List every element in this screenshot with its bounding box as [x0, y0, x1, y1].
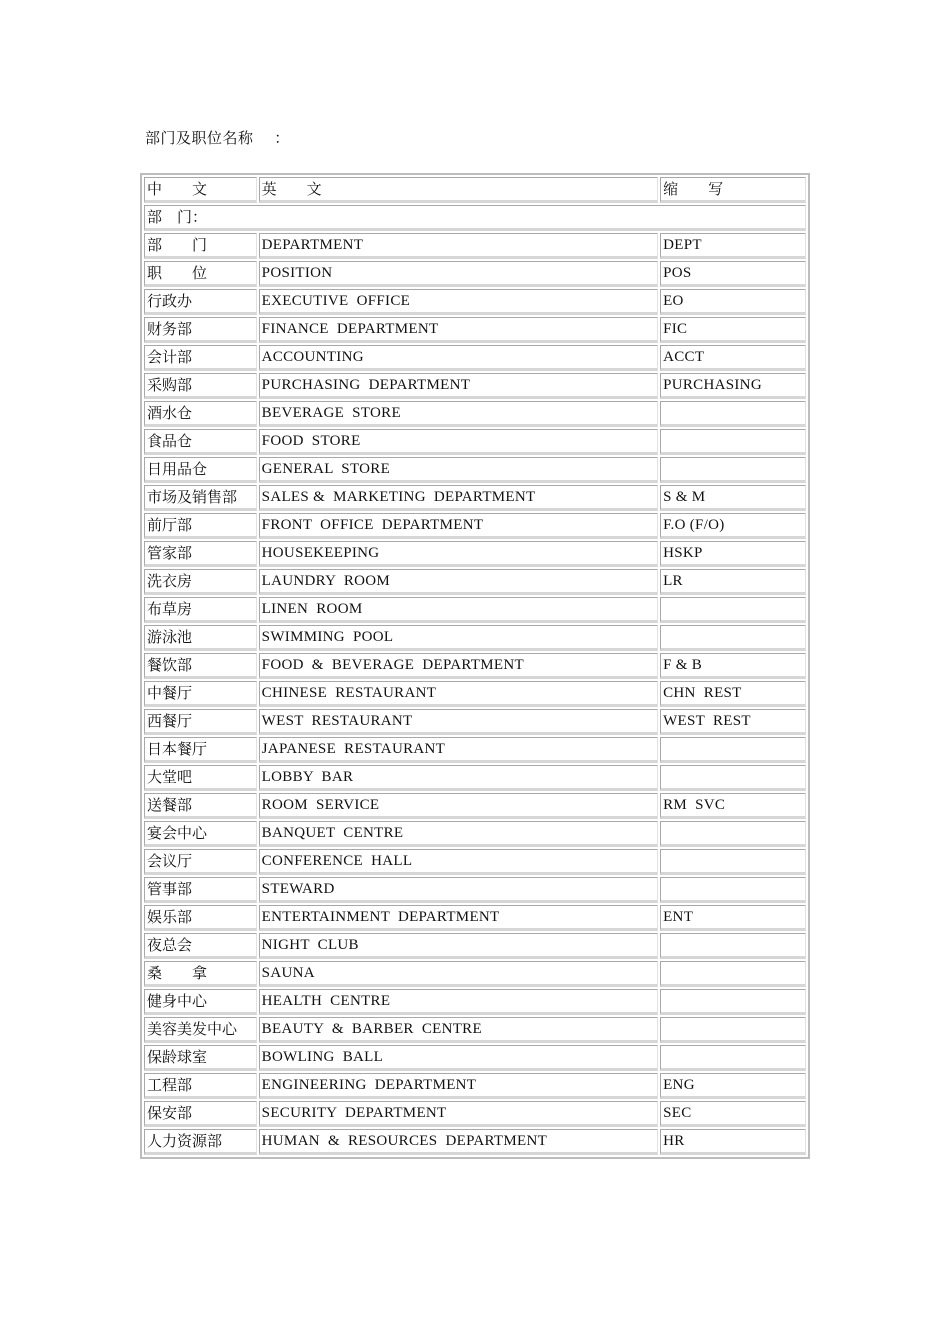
table-row	[144, 401, 806, 427]
cell-abbreviation	[660, 1017, 806, 1043]
cell-abbreviation: FIC	[660, 317, 806, 343]
cell-english: LAUNDRY ROOM	[259, 569, 658, 595]
cell-english: BEVERAGE STORE	[259, 401, 658, 427]
cell-chinese: 职 位	[144, 261, 257, 287]
table-row	[144, 933, 806, 959]
cell-english: ACCOUNTING	[259, 345, 658, 371]
cell-abbreviation	[660, 457, 806, 483]
table-row	[144, 737, 806, 763]
cell-chinese: 日用品仓	[144, 457, 257, 483]
cell-english: SALES & MARKETING DEPARTMENT	[259, 485, 658, 511]
cell-abbreviation: RM SVC	[660, 793, 806, 819]
cell-abbreviation: POS	[660, 261, 806, 287]
cell-chinese: 美容美发中心	[144, 1017, 257, 1043]
cell-english: STEWARD	[259, 877, 658, 903]
header-english: 英 文	[259, 177, 658, 203]
cell-abbreviation: LR	[660, 569, 806, 595]
table-row	[144, 765, 806, 791]
cell-chinese: 采购部	[144, 373, 257, 399]
table-row	[144, 849, 806, 875]
header-abbreviation: 缩 写	[660, 177, 806, 203]
cell-abbreviation	[660, 429, 806, 455]
cell-english: PURCHASING DEPARTMENT	[259, 373, 658, 399]
cell-chinese: 保安部	[144, 1101, 257, 1127]
cell-chinese: 行政办	[144, 289, 257, 315]
cell-english: ENGINEERING DEPARTMENT	[259, 1073, 658, 1099]
cell-chinese: 前厅部	[144, 513, 257, 539]
cell-abbreviation: WEST REST	[660, 709, 806, 735]
cell-abbreviation: ENG	[660, 1073, 806, 1099]
cell-chinese: 食品仓	[144, 429, 257, 455]
cell-abbreviation: HSKP	[660, 541, 806, 567]
department-table	[140, 173, 810, 1159]
cell-abbreviation	[660, 1045, 806, 1071]
table-row	[144, 541, 806, 567]
table-row	[144, 905, 806, 931]
table-row	[144, 317, 806, 343]
cell-chinese: 部 门	[144, 233, 257, 259]
cell-chinese: 大堂吧	[144, 765, 257, 791]
table-row	[144, 625, 806, 651]
table-row	[144, 289, 806, 315]
table-row	[144, 1017, 806, 1043]
cell-abbreviation	[660, 821, 806, 847]
cell-english: JAPANESE RESTAURANT	[259, 737, 658, 763]
cell-english: BEAUTY & BARBER CENTRE	[259, 1017, 658, 1043]
table-row	[144, 821, 806, 847]
cell-abbreviation	[660, 849, 806, 875]
cell-english: FRONT OFFICE DEPARTMENT	[259, 513, 658, 539]
cell-chinese: 酒水仓	[144, 401, 257, 427]
cell-chinese: 西餐厅	[144, 709, 257, 735]
cell-chinese: 餐饮部	[144, 653, 257, 679]
cell-english: HOUSEKEEPING	[259, 541, 658, 567]
cell-chinese: 工程部	[144, 1073, 257, 1099]
cell-chinese: 日本餐厅	[144, 737, 257, 763]
table-row	[144, 373, 806, 399]
cell-english: LINEN ROOM	[259, 597, 658, 623]
table-body	[144, 177, 806, 1155]
header-chinese: 中 文	[144, 177, 257, 203]
cell-chinese: 财务部	[144, 317, 257, 343]
table-row	[144, 345, 806, 371]
table-header-row	[144, 177, 806, 203]
table-row	[144, 233, 806, 259]
cell-abbreviation	[660, 961, 806, 987]
cell-chinese: 桑 拿	[144, 961, 257, 987]
table-row	[144, 1073, 806, 1099]
cell-chinese: 游泳池	[144, 625, 257, 651]
cell-english: GENERAL STORE	[259, 457, 658, 483]
table-row	[144, 1129, 806, 1155]
cell-abbreviation: PURCHASING	[660, 373, 806, 399]
cell-chinese: 娱乐部	[144, 905, 257, 931]
cell-english: BANQUET CENTRE	[259, 821, 658, 847]
cell-english: HUMAN & RESOURCES DEPARTMENT	[259, 1129, 658, 1155]
cell-chinese: 会计部	[144, 345, 257, 371]
table-row	[144, 597, 806, 623]
cell-abbreviation: CHN REST	[660, 681, 806, 707]
cell-abbreviation: HR	[660, 1129, 806, 1155]
cell-chinese: 管家部	[144, 541, 257, 567]
cell-chinese: 送餐部	[144, 793, 257, 819]
cell-abbreviation	[660, 401, 806, 427]
cell-chinese: 人力资源部	[144, 1129, 257, 1155]
cell-abbreviation: S & M	[660, 485, 806, 511]
page-heading: 部门及职位名称 ：	[145, 129, 290, 147]
table-row	[144, 681, 806, 707]
cell-english: SWIMMING POOL	[259, 625, 658, 651]
cell-chinese: 管事部	[144, 877, 257, 903]
cell-abbreviation: DEPT	[660, 233, 806, 259]
cell-abbreviation: F & B	[660, 653, 806, 679]
cell-chinese: 宴会中心	[144, 821, 257, 847]
table-row	[144, 961, 806, 987]
cell-abbreviation	[660, 625, 806, 651]
cell-chinese: 洗衣房	[144, 569, 257, 595]
cell-abbreviation: F.O (F/O)	[660, 513, 806, 539]
table-row	[144, 877, 806, 903]
cell-chinese: 布草房	[144, 597, 257, 623]
table-row	[144, 1045, 806, 1071]
table-row	[144, 457, 806, 483]
cell-chinese: 市场及销售部	[144, 485, 257, 511]
cell-chinese: 保龄球室	[144, 1045, 257, 1071]
cell-english: FINANCE DEPARTMENT	[259, 317, 658, 343]
section-row	[144, 205, 806, 231]
cell-chinese: 会议厅	[144, 849, 257, 875]
cell-abbreviation: EO	[660, 289, 806, 315]
cell-english: HEALTH CENTRE	[259, 989, 658, 1015]
cell-english: FOOD & BEVERAGE DEPARTMENT	[259, 653, 658, 679]
cell-chinese: 夜总会	[144, 933, 257, 959]
cell-english: CONFERENCE HALL	[259, 849, 658, 875]
cell-abbreviation	[660, 877, 806, 903]
cell-english: FOOD STORE	[259, 429, 658, 455]
cell-english: NIGHT CLUB	[259, 933, 658, 959]
cell-english: ROOM SERVICE	[259, 793, 658, 819]
cell-english: EXECUTIVE OFFICE	[259, 289, 658, 315]
table-row	[144, 429, 806, 455]
table-row	[144, 569, 806, 595]
cell-english: LOBBY BAR	[259, 765, 658, 791]
cell-english: POSITION	[259, 261, 658, 287]
section-label: 部 门：	[144, 205, 806, 231]
cell-abbreviation	[660, 933, 806, 959]
cell-english: CHINESE RESTAURANT	[259, 681, 658, 707]
table-row	[144, 989, 806, 1015]
cell-english: WEST RESTAURANT	[259, 709, 658, 735]
cell-english: ENTERTAINMENT DEPARTMENT	[259, 905, 658, 931]
cell-chinese: 健身中心	[144, 989, 257, 1015]
table-row	[144, 485, 806, 511]
cell-abbreviation: ENT	[660, 905, 806, 931]
cell-english: BOWLING BALL	[259, 1045, 658, 1071]
cell-abbreviation	[660, 597, 806, 623]
cell-abbreviation: SEC	[660, 1101, 806, 1127]
cell-abbreviation	[660, 989, 806, 1015]
cell-english: DEPARTMENT	[259, 233, 658, 259]
cell-abbreviation	[660, 765, 806, 791]
cell-abbreviation: ACCT	[660, 345, 806, 371]
table-row	[144, 653, 806, 679]
cell-chinese: 中餐厅	[144, 681, 257, 707]
table-row	[144, 1101, 806, 1127]
cell-abbreviation	[660, 737, 806, 763]
table-row	[144, 261, 806, 287]
cell-english: SECURITY DEPARTMENT	[259, 1101, 658, 1127]
table-row	[144, 513, 806, 539]
table-row	[144, 793, 806, 819]
cell-english: SAUNA	[259, 961, 658, 987]
table-row	[144, 709, 806, 735]
